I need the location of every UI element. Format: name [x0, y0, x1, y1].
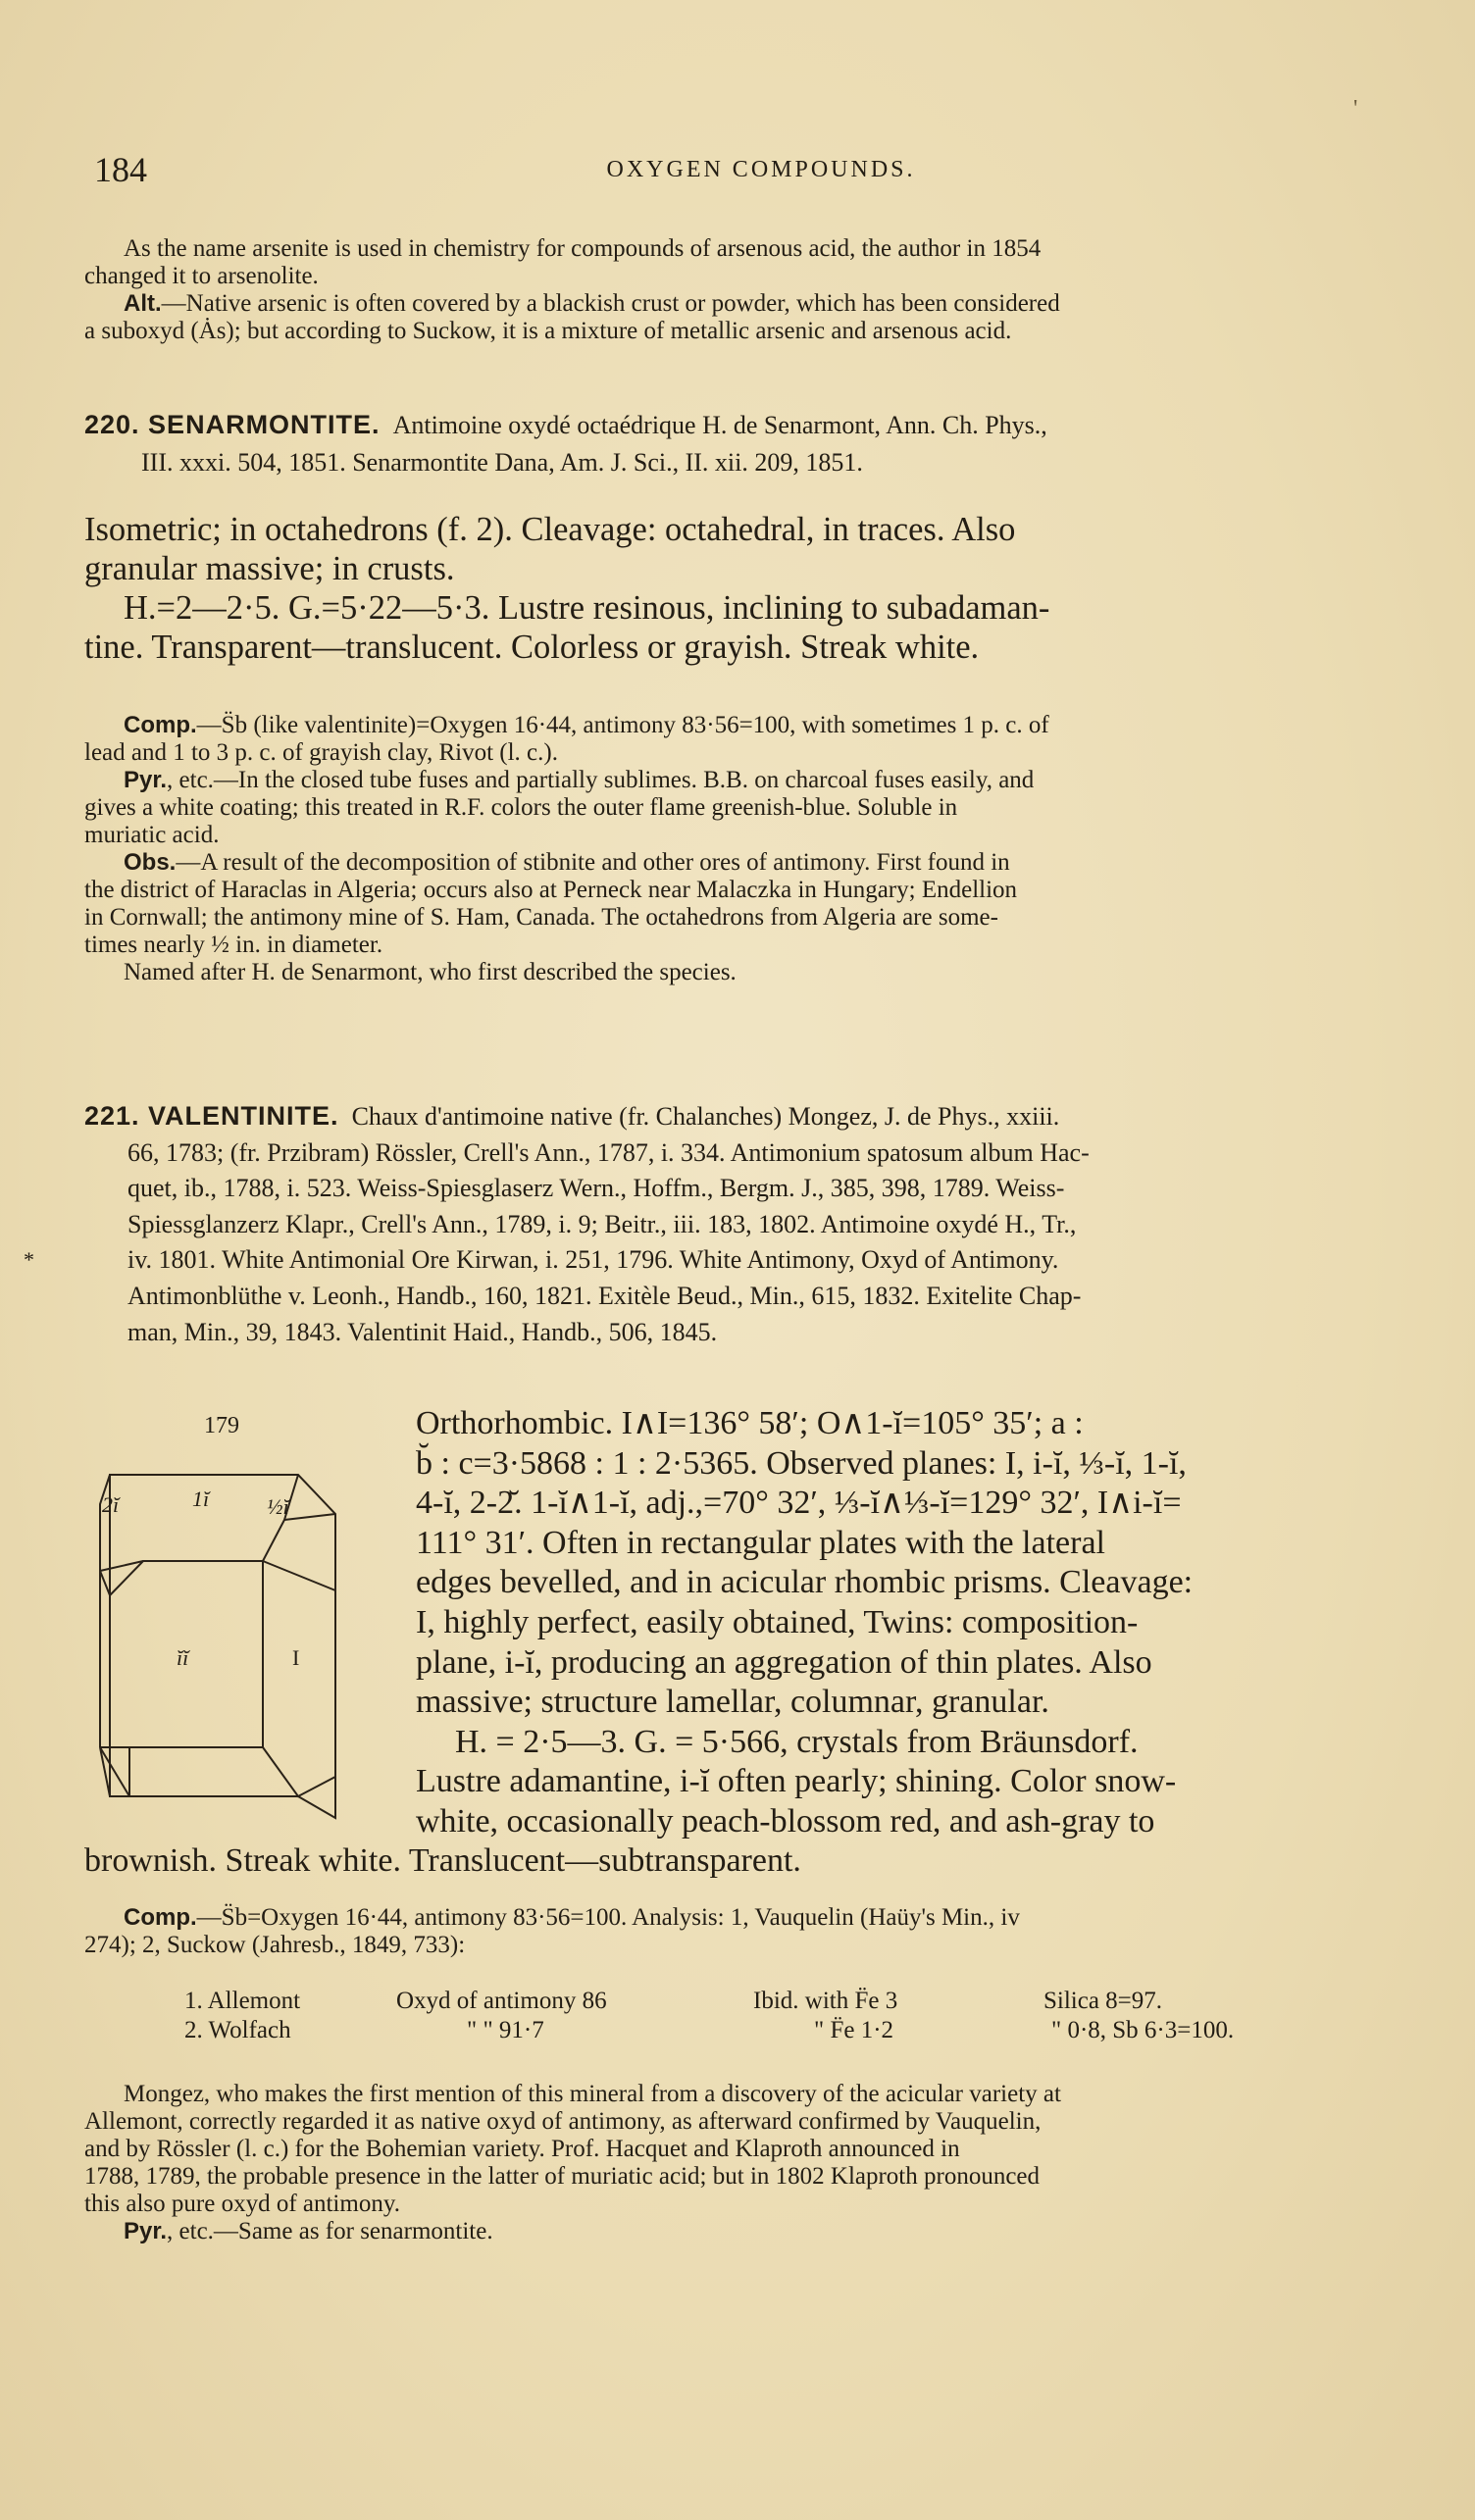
text-line: edges bevelled, and in acicular rhombic prisms. Cleavage: — [416, 1564, 1194, 1601]
margin-star: * — [24, 1247, 34, 1272]
intro-paragraph — [84, 235, 1436, 345]
text-line — [84, 767, 1436, 794]
senarmontite-description — [84, 510, 1436, 667]
text-line — [84, 2218, 1436, 2245]
figure-number: 179 — [204, 1413, 239, 1438]
text-line: changed it to arsenolite. — [84, 263, 319, 289]
text-line: 1788, 1789, the probable presence in the latter of muriatic acid; but in 1802 Klaproth pronounced — [84, 2163, 1041, 2190]
text-run: —S̈b=Oxygen 16·44, antimony 83·56=100. Analysis: 1, Vauquelin (Haüy's Min., iv — [196, 1904, 1020, 1931]
text-line: Mongez, who makes the first mention of this mineral from a discovery of the acicular variety at — [124, 2081, 1061, 2107]
analysis-value: " F̈e 1·2 — [814, 2017, 894, 2043]
text-line: the district of Haraclas in Algeria; occurs also at Perneck near Malaczka in Hungary; Endellion — [84, 877, 1018, 903]
text-run: —A result of the decomposition of stibnite and other ores of antimony. First found in — [176, 849, 1010, 876]
text-line: 4-ĭ, 2-2̆. 1-ĭ∧1-ĭ, adj.,=70° 32′, ⅓-ĭ∧⅓-ĭ=129° 32′, I∧i-ĭ= — [416, 1485, 1182, 1522]
face-label: ½ĭ — [267, 1494, 289, 1519]
comp-label: Comp. — [124, 1904, 197, 1931]
synonymy-line: iv. 1801. White Antimonial Ore Kirwan, i. 251, 1796. White Antimony, Oxyd of Antimony. — [127, 1245, 1059, 1275]
crystal-outline — [110, 1475, 335, 1818]
crystal-edge — [263, 1561, 335, 1590]
senarmontite-notes — [84, 712, 1436, 986]
text-line — [84, 290, 1436, 318]
text-run: , etc.—In the closed tube fuses and partially sublimes. B.B. on charcoal fuses easily, and — [167, 767, 1035, 793]
synonymy-line: Spiessglanzerz Klapr., Crell's Ann., 1789, i. 9; Beitr., iii. 183, 1802. Antimoine oxydé H., Tr., — [127, 1209, 1077, 1238]
text-line: I, highly perfect, easily obtained, Twins: composition- — [416, 1603, 1139, 1640]
analysis-value: " " 91·7 — [467, 2017, 544, 2043]
analysis-locality: 2. Wolfach — [184, 2017, 291, 2043]
text-line: tine. Transparent—translucent. Colorless or grayish. Streak white. — [84, 629, 980, 666]
text-line: muriatic acid. — [84, 822, 220, 848]
face-label: ĭĭ — [177, 1645, 189, 1670]
valentinite-composition — [84, 1904, 1436, 1959]
synonymy-line: man, Min., 39, 1843. Valentinit Haid., Handb., 506, 1845. — [127, 1317, 718, 1346]
synonymy-line: Antimonblüthe v. Leonh., Handb., 160, 1821. Exitèle Beud., Min., 615, 1832. Exitelite Chap- — [127, 1281, 1082, 1310]
crystal-edge — [263, 1747, 335, 1796]
face-label: I — [292, 1645, 300, 1670]
corner-mark: ' — [1353, 96, 1358, 122]
analysis-value: Oxyd of antimony 86 — [396, 1988, 607, 2014]
text-line: b̆ : c=3·5868 : 1 : 2·5365. Observed planes: I, i-ĭ, ⅓-ĭ, 1-ĭ, — [416, 1444, 1187, 1482]
text-line: Isometric; in octahedrons (f. 2). Cleavage: octahedral, in traces. Also — [84, 511, 1016, 548]
page-number: 184 — [94, 150, 147, 189]
analysis-value: Silica 8=97. — [1043, 1988, 1163, 2014]
text-line: massive; structure lamellar, columnar, granular. — [416, 1684, 1049, 1721]
synonymy-line: quet, ib., 1788, i. 523. Weiss-Spiesglaserz Wern., Hoffm., Bergm. J., 385, 398, 1789. Weiss- — [127, 1174, 1065, 1203]
text-line: white, occasionally peach-blossom red, and ash-gray to — [416, 1802, 1155, 1840]
text-line: Lustre adamantine, i-ĭ often pearly; shining. Color snow- — [416, 1763, 1177, 1800]
crystal-edge — [284, 1514, 335, 1520]
valentinite-heading — [84, 1098, 1436, 1350]
crystal-drawing — [92, 1453, 343, 1845]
text-line — [84, 406, 1436, 444]
analysis-value: " 0·8, Sb 6·3=100. — [1051, 2017, 1235, 2043]
pyr-label: Pyr. — [124, 767, 168, 793]
text-line: lead and 1 to 3 p. c. of grayish clay, Rivot (l. c.). — [84, 739, 558, 766]
text-line: H. = 2·5—3. G. = 5·566, crystals from Bräunsdorf. — [455, 1723, 1139, 1760]
text-line: 111° 31′. Often in rectangular plates with the lateral — [416, 1524, 1105, 1561]
text-line: a suboxyd (Ȧs); but according to Suckow, it is a mixture of metallic arsenic and arsenous acid. — [84, 318, 1012, 344]
text-line: Orthorhombic. I∧I=136° 58′; O∧1-ĭ=105° 35′; a : — [416, 1405, 1084, 1441]
synonymy-line: III. xxxi. 504, 1851. Senarmontite Dana, Am. J. Sci., II. xii. 209, 1851. — [141, 448, 863, 477]
text-line: 274); 2, Suckow (Jahresb., 1849, 733): — [84, 1932, 466, 1958]
text-line — [84, 849, 1436, 877]
analysis-value: Ibid. with F̈e 3 — [753, 1988, 898, 2014]
section-heading: 220. SENARMONTITE. — [84, 410, 381, 439]
running-title: OXYGEN COMPOUNDS. — [606, 157, 916, 182]
text-line: Allemont, correctly regarded it as native oxyd of antimony, as afterward confirmed by Vauquelin, — [84, 2108, 1042, 2135]
text-line — [84, 1098, 1436, 1135]
valentinite-history — [84, 2081, 1436, 2245]
text-line — [84, 1904, 1436, 1932]
synonymy-line: Antimoine oxydé octaédrique H. de Senarmont, Ann. Ch. Phys., — [392, 411, 1047, 439]
text-line: this also pure oxyd of antimony. — [84, 2191, 400, 2217]
text-line: plane, i-ĭ, producing an aggregation of thin plates. Also — [416, 1643, 1152, 1681]
senarmontite-heading — [84, 406, 1436, 481]
text-line: Named after H. de Senarmont, who first described the species. — [124, 959, 737, 985]
text-line — [84, 712, 1436, 739]
obs-label: Obs. — [124, 849, 177, 876]
analysis-locality: 1. Allemont — [184, 1988, 301, 2014]
face-label: 1ĭ — [192, 1487, 210, 1511]
pyr-label: Pyr. — [124, 2218, 168, 2244]
text-line: times nearly ½ in. in diameter. — [84, 932, 383, 958]
synonymy-line: Chaux d'antimoine native (fr. Chalanches) Mongez, J. de Phys., xxiii. — [351, 1102, 1060, 1131]
face-label: 2ĭ — [102, 1492, 120, 1517]
text-run: —Native arsenic is often covered by a blackish crust or powder, which has been considered — [161, 290, 1060, 317]
text-line: granular massive; in crusts. — [84, 550, 455, 587]
text-line: gives a white coating; this treated in R.F. colors the outer flame greenish-blue. Soluble in — [84, 794, 958, 821]
page-header — [94, 149, 1428, 188]
comp-label: Comp. — [124, 712, 197, 738]
crystal-edge — [100, 1561, 143, 1571]
text-line: and by Rössler (l. c.) for the Bohemian variety. Prof. Hacquet and Klaproth announced in — [84, 2136, 960, 2162]
section-heading: 221. VALENTINITE. — [84, 1101, 339, 1131]
text-line: H.=2—2·5. G.=5·22—5·3. Lustre resinous, inclining to subadaman- — [124, 589, 1050, 627]
valentinite-description — [416, 1404, 1436, 1842]
text-run: —S̈b (like valentinite)=Oxygen 16·44, antimony 83·56=100, with sometimes 1 p. c. of — [196, 712, 1049, 738]
crystal-figure — [92, 1453, 343, 1845]
text-line: brownish. Streak white. Translucent—subtransparent. — [84, 1842, 801, 1879]
text-run: , etc.—Same as for senarmontite. — [167, 2218, 493, 2244]
synonymy-line: 66, 1783; (fr. Przibram) Rössler, Crell's Ann., 1787, i. 334. Antimonium spatosum album Hac- — [127, 1137, 1090, 1167]
alt-label: Alt. — [124, 290, 162, 317]
text-line: in Cornwall; the antimony mine of S. Ham, Canada. The octahedrons from Algeria are some- — [84, 904, 998, 931]
text-line: As the name arsenite is used in chemistry for compounds of arsenous acid, the author in 1854 — [124, 235, 1042, 262]
